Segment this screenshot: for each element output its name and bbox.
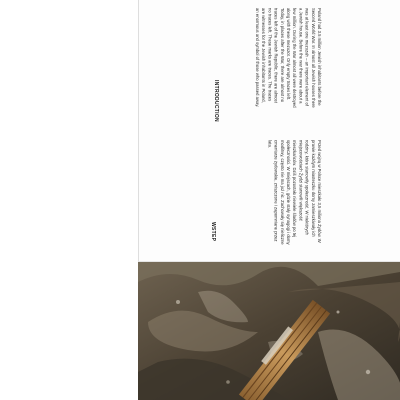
wstep-body	[218, 140, 322, 245]
stone-wall-image	[138, 262, 400, 400]
wstep-paragraph: Przed wojną w Polsce mieszkało 3,5 miliona Żydów. W prawie każdym miasteczku domy zamieszkiwały ich rodziny, które stanowiły społeczność. W niektórych miejscowościach Żydzi stanowili większość mieszkańców. Dziś pozostało niewiele śladów po tej społeczności. W miejscach, gdzie stały synagogi i domy modlitwy, często nie ma już nic. Zachowały się nieliczne cmentarze żydowskie, zniszczone i zapomniane przez lata.	[267, 140, 322, 245]
blank-page	[0, 0, 138, 400]
introduction-heading: INTRODUCTION	[213, 80, 219, 122]
wstep-heading: WSTEP	[210, 222, 216, 242]
introduction-body	[218, 8, 322, 108]
mezuzah-photo	[138, 262, 400, 400]
introduction-paragraph: Poland had 3.5 million Jewish inhabitants before the Second World War. In almost all Jewish houses there was at least one mezuzah – an important element of a Jewish house. Before the war there were about a few million. During the War almost all were destroyed along with these mezuzot. Only empty traces left. Today, in places after the War, there are almost no traces left of the Jewish Republic, there are almost no traces left. These marks are traces. The traces are witnesses for the Jewish inhabitants in Poland, an enormous and symbol of those who passed away.	[254, 8, 322, 108]
